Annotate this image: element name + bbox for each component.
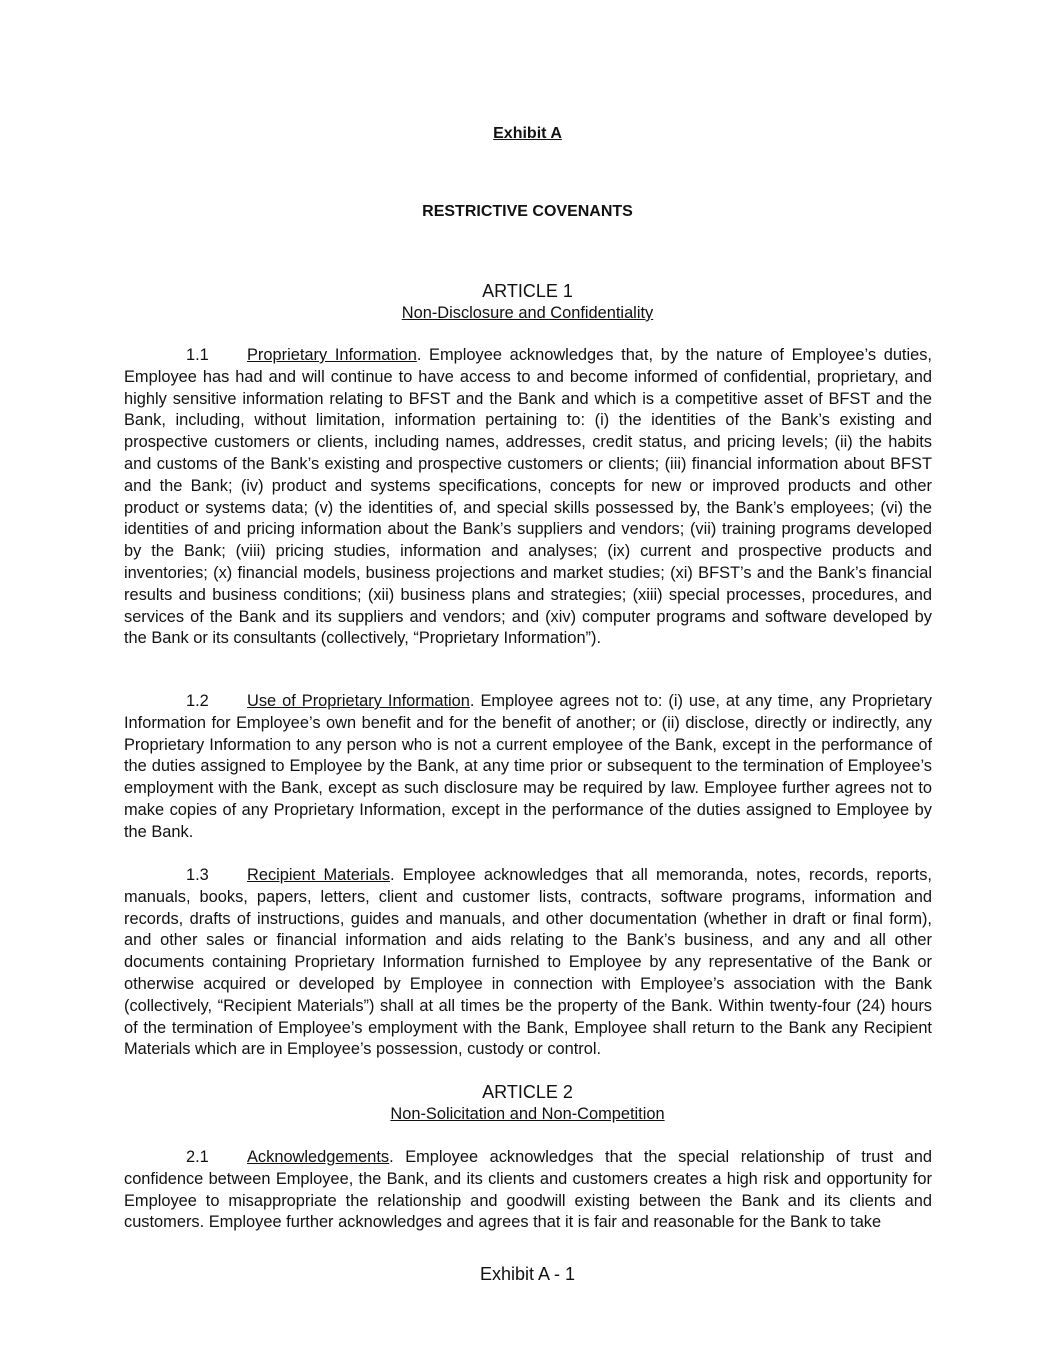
section-title: Use of Proprietary Information [247,692,470,710]
page-footer: Exhibit A - 1 [479,1264,576,1284]
section-1-1 [124,345,932,650]
section-body: . Employee agrees not to: (i) use, at any time, any Proprietary Information for Employee’s own benefit and for the benefit of another; or (ii) disclose, directly or indirectly, any Proprietary Information to any person who is not a current employee of the Bank, except in the performance of the duties assigned to Employee by the Bank, at any time prior or subsequent to the termination of Employee’s employment with the Bank, except as such disclosure may be required by law. Employee further agrees not to make copies of any Proprietary Information, except in the performance of the duties assigned to Employee by the Bank. [124,692,932,841]
section-title: Recipient Materials [247,866,391,884]
section-title: Acknowledgements [247,1148,390,1166]
section-number: 2.1 [186,1148,209,1166]
article1-subheading-text: Non-Disclosure and Confidentiality [401,304,654,322]
article2-heading: ARTICLE 2 [482,1082,573,1102]
section-body: . Employee acknowledges that the special relationship of trust and confidence between Employee, the Bank, and its clients and customers creates a high risk and opportunity for Employee to misappropriate the relationship and goodwill existing between the Bank and its clients and customers. Employee further acknowledges and agrees that it is fair and reasonable for the Bank to take [124,1148,932,1232]
exhibit-title: Exhibit A [493,125,562,142]
section-number: 1.3 [186,866,209,884]
section-body: . Employee acknowledges that, by the nature of Employee’s duties, Employee has had and will continue to have access to and become informed of confidential, proprietary, and highly sensitive information relating to BFST and the Bank and which is a competitive asset of BFST and the Bank, including, without limitation, information pertaining to: (i) the identities of the Bank’s existing and prospective customers or clients, including names, addresses, credit status, and pricing levels; (ii) the habits and customs of the Bank’s existing and prospective customers or clients; (iii) financial information about BFST and the Bank; (iv) product and systems specifications, concepts for new or improved products and other product or systems data; (v) the identities of, and special skills possessed by, the Bank’s employees; (vi) the identities of and pricing information about the Bank’s suppliers and vendors; (vii) training programs developed by the Bank; (viii) pricing studies, information and analyses; (ix) current and prospective products and inventories; (x) financial models, business projections and market studies; (xi) BFST’s and the Bank’s financial results and business conditions; (xii) business plans and strategies; (xiii) special processes, procedures, and services of the Bank and its suppliers and vendors; and (xiv) computer programs and software developed by the Bank or its consultants (collectively, “Proprietary Information”). [124,346,932,648]
section-number: 1.1 [186,346,209,364]
article2-subheading-text: Non-Solicitation and Non-Competition [390,1105,665,1123]
section-number: 1.2 [186,692,209,710]
article1-subheading [0,302,1055,325]
covenants-title: RESTRICTIVE COVENANTS [422,203,633,220]
section-body: . Employee acknowledges that all memoranda, notes, records, reports, manuals, books, papers, letters, client and customer lists, contracts, software programs, information and records, drafts of instructions, guides and manuals, and other documentation (whether in draft or final form), and other sales or financial information and aids relating to the Bank’s business, and any and all other documents containing Proprietary Information furnished to Employee by any representative of the Bank or otherwise acquired or developed by Employee in connection with Employee’s association with the Bank (collectively, “Recipient Materials”) shall at all times be the property of the Bank. Within twenty-four (24) hours of the termination of Employee’s employment with the Bank, Employee shall return to the Bank any Recipient Materials which are in Employee’s possession, custody or control. [124,866,932,1059]
article2-subheading [0,1103,1055,1126]
section-1-2 [124,691,932,844]
section-title: Proprietary Information [247,346,417,364]
section-1-3 [124,865,932,1061]
section-2-1 [124,1147,932,1234]
article1-heading: ARTICLE 1 [482,281,573,301]
